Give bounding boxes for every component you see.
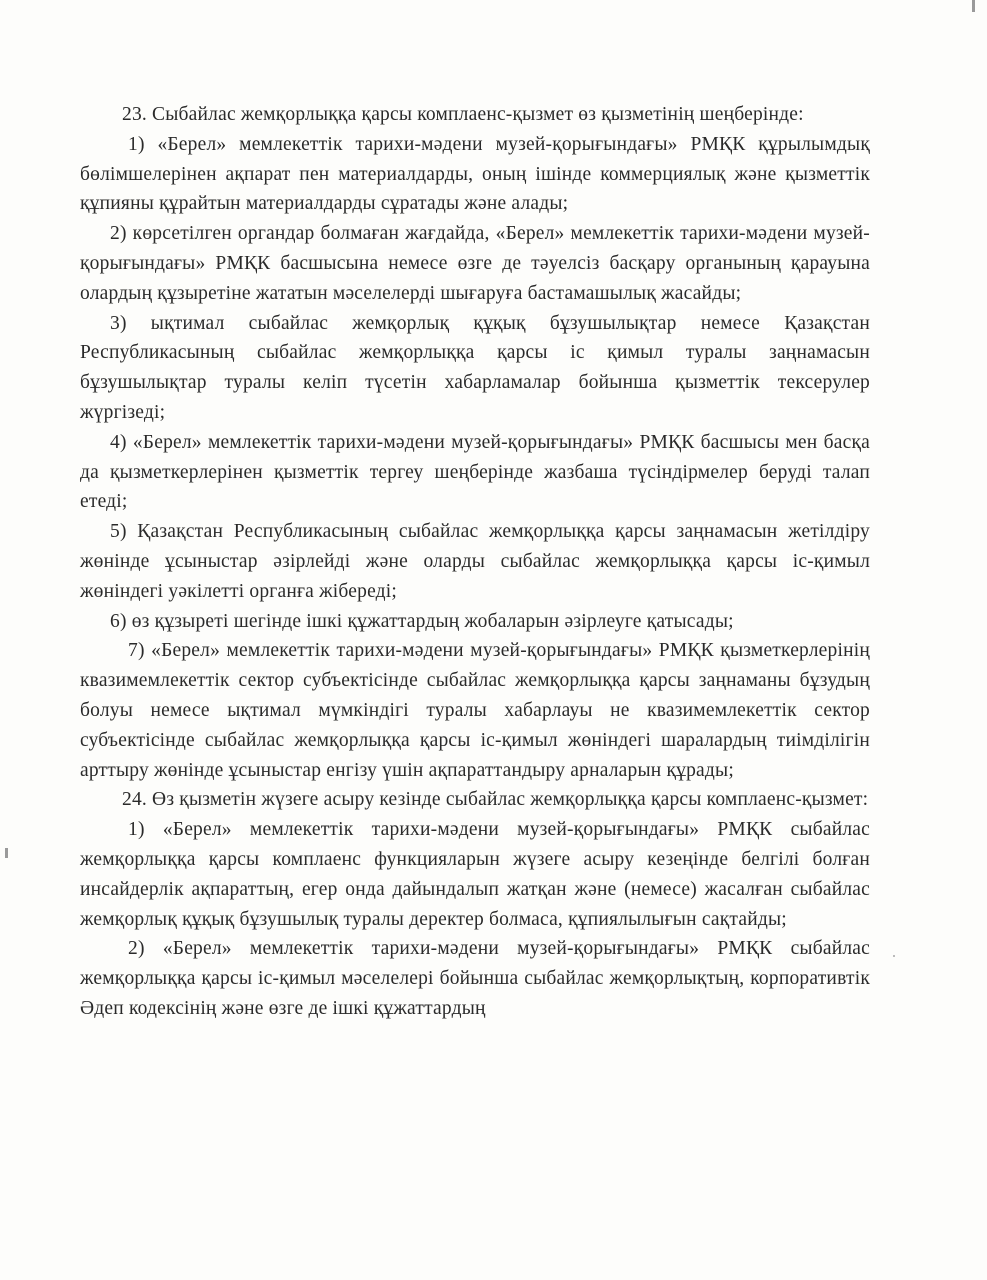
paragraph-24-item-1: 1) «Берел» мемлекеттік тарихи-мәдени музей-қорығындағы» РМҚК сыбайлас жемқорлыққа қарсы комплаенс функцияларын жүзеге асыру кезеңінде белгілі болған инсайдерлік ақпараттың, егер онда дайындалып жатқан және (немесе) жасалған сыбайлас жемқорлық құқық бұзушылық туралы деректер болмаса, құпиялылығын сақтайды;	[80, 819, 870, 930]
paragraph-24-item-2: 2) «Берел» мемлекеттік тарихи-мәдени музей-қорығындағы» РМҚК сыбайлас жемқорлыққа қарсы іс-қимыл мәселелері бойынша сыбайлас жемқорлықтың, корпоративтік Әдеп кодексінің және өзге де ішкі құжаттардың	[80, 938, 870, 1019]
paragraph-24-heading: 24. Өз қызметін жүзеге асыру кезінде сыбайлас жемқорлыққа қарсы комплаенс-қызмет:	[122, 789, 869, 811]
scan-artifact-left	[5, 848, 8, 858]
paragraph-23-item-4: 4) «Берел» мемлекеттік тарихи-мәдени музей-қорығындағы» РМҚК басшысы мен басқа да қызметкерлерінен қызметтік тергеу шеңберінде жазбаша түсіндірмелер беруді талап етеді;	[80, 431, 870, 513]
paragraph-23-heading: 23. Сыбайлас жемқорлыққа қарсы комплаенс-қызмет өз қызметінің шеңберінде:	[122, 104, 804, 125]
scan-artifact-right	[893, 955, 895, 957]
paragraph-23-item-3: 3) ықтимал сыбайлас жемқорлық құқық бұзушылықтар немесе Қазақстан Республикасының сыбайлас жемқорлыққа қарсы іс қимыл туралы заңнамасын бұзушылықтар туралы келіп түсетін хабарламалар бойынша қызметтік тексерулер жүргізеді;	[80, 312, 870, 423]
document-body	[80, 100, 870, 1024]
scan-artifact-top	[972, 0, 975, 12]
paragraph-23-item-1: 1) «Берел» мемлекеттік тарихи-мәдени музей-қорығындағы» РМҚК құрылымдық бөлімшелерінен ақпарат пен материалдарды, оның ішінде коммерциялық және қызметтік құпияны құрайтын материалдарды сұратады және алады;	[80, 133, 870, 215]
paragraph-23-item-5: 5) Қазақстан Республикасының сыбайлас жемқорлыққа қарсы заңнамасын жетілдіру жөнінде ұсыныстар әзірлейді және оларды сыбайлас жемқорлыққа қарсы іс-қимыл жөніндегі уәкілетті органға жібереді;	[80, 521, 870, 602]
paragraph-23-item-2: 2) көрсетілген органдар болмаған жағдайда, «Берел» мемлекеттік тарихи-мәдени музей-қорығындағы» РМҚК басшысына немесе өзге де тәуелсіз басқару органының қарауына олардың құзыретіне жататын мәселелерді шығаруға бастамашылық жасайды;	[80, 223, 870, 304]
paragraph-23-item-7: 7) «Берел» мемлекеттік тарихи-мәдени музей-қорығындағы» РМҚК қызметкерлерінің квазимемлекеттік сектор субъектісінде сыбайлас жемқорлыққа қарсы заңнаманы бұзудың болуы немесе ықтимал мүмкіндігі туралы хабарлауы не квазимемлекеттік сектор субъектісінде сыбайлас жемқорлыққа қарсы іс-қимыл жөніндегі шаралардың тиімділігін арттыру жөнінде ұсыныстар енгізу үшін ақпараттандыру арналарын құрады;	[80, 640, 870, 781]
paragraph-23-item-6: 6) өз құзыреті шегінде ішкі құжаттардың жобаларын әзірлеуге қатысады;	[110, 610, 734, 632]
